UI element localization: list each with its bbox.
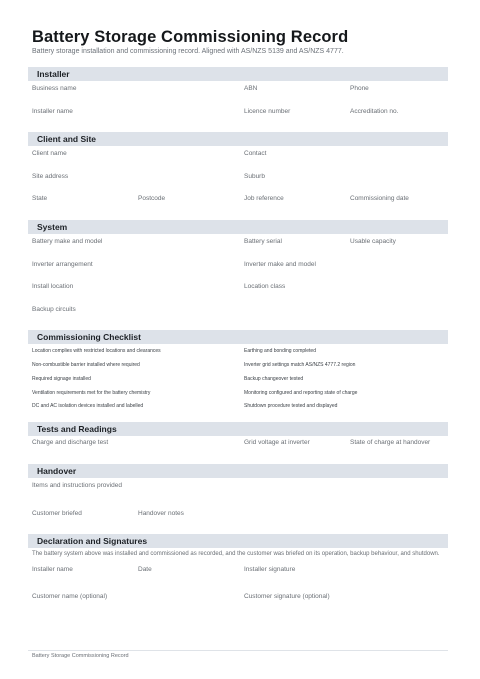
- document-subtitle: Battery storage installation and commissioning record. Aligned with AS/NZS 5139 and AS/NZS 4777.: [32, 48, 344, 55]
- field-battery-make-model[interactable]: Battery make and model: [32, 238, 103, 245]
- field-inverter-make-model[interactable]: Inverter make and model: [244, 261, 316, 268]
- field-inverter-arrangement[interactable]: Inverter arrangement: [32, 261, 93, 268]
- field-contact[interactable]: Contact: [244, 150, 267, 157]
- field-client-name[interactable]: Client name: [32, 150, 67, 157]
- field-installer-signature[interactable]: Installer signature: [244, 566, 296, 573]
- field-customer-name[interactable]: Customer name (optional): [32, 593, 108, 600]
- declaration-statement: The battery system above was installed and commissioned as recorded, and the customer was briefed on its operation, backup behaviour, and shutdown.: [32, 551, 440, 557]
- field-customer-briefed[interactable]: Customer briefed: [32, 510, 82, 517]
- checklist-item[interactable]: Location complies with restricted locations and clearances: [32, 348, 161, 354]
- checklist-item[interactable]: DC and AC isolation devices installed and labelled: [32, 403, 144, 409]
- section-checklist-heading: Commissioning Checklist: [28, 330, 448, 344]
- field-handover-notes[interactable]: Handover notes: [138, 510, 184, 517]
- field-location-class[interactable]: Location class: [244, 283, 286, 290]
- field-licence-number[interactable]: Licence number: [244, 108, 291, 115]
- field-commissioning-date[interactable]: Commissioning date: [350, 195, 409, 202]
- checklist-item[interactable]: Non-combustible barrier installed where required: [32, 362, 140, 368]
- section-declaration-heading: Declaration and Signatures: [28, 534, 448, 548]
- field-accreditation-no[interactable]: Accreditation no.: [350, 108, 399, 115]
- field-installer-name[interactable]: Installer name: [32, 108, 73, 115]
- checklist-item[interactable]: Ventilation requirements met for the battery chemistry: [32, 390, 151, 396]
- field-install-location[interactable]: Install location: [32, 283, 74, 290]
- checklist-item[interactable]: Required signage installed: [32, 376, 91, 382]
- section-client-site-heading: Client and Site: [28, 132, 448, 146]
- field-items-instructions[interactable]: Items and instructions provided: [32, 482, 122, 489]
- section-system-heading: System: [28, 220, 448, 234]
- checklist-item[interactable]: Shutdown procedure tested and displayed: [244, 403, 338, 409]
- field-installer-name-signoff[interactable]: Installer name: [32, 566, 73, 573]
- checklist-item[interactable]: Inverter grid settings match AS/NZS 4777.2 region: [244, 362, 356, 368]
- field-state[interactable]: State: [32, 195, 48, 202]
- checklist-item[interactable]: Monitoring configured and reporting state of charge: [244, 390, 358, 396]
- field-usable-capacity[interactable]: Usable capacity: [350, 238, 396, 245]
- page-footer: Battery Storage Commissioning Record: [32, 653, 129, 659]
- field-business-name[interactable]: Business name: [32, 85, 77, 92]
- field-job-reference[interactable]: Job reference: [244, 195, 284, 202]
- checklist-item[interactable]: Backup changeover tested: [244, 376, 304, 382]
- field-grid-voltage[interactable]: Grid voltage at inverter: [244, 439, 310, 446]
- field-abn[interactable]: ABN: [244, 85, 258, 92]
- field-phone[interactable]: Phone: [350, 85, 369, 92]
- section-handover-heading: Handover: [28, 464, 448, 478]
- field-battery-serial[interactable]: Battery serial: [244, 238, 282, 245]
- field-postcode[interactable]: Postcode: [138, 195, 166, 202]
- field-backup-circuits[interactable]: Backup circuits: [32, 306, 76, 313]
- checklist-item[interactable]: Earthing and bonding completed: [244, 348, 316, 354]
- footer-divider: [28, 650, 448, 651]
- field-site-address[interactable]: Site address: [32, 173, 69, 180]
- field-suburb[interactable]: Suburb: [244, 173, 265, 180]
- field-customer-signature[interactable]: Customer signature (optional): [244, 593, 330, 600]
- section-tests-heading: Tests and Readings: [28, 422, 448, 436]
- field-state-of-charge[interactable]: State of charge at handover: [350, 439, 431, 446]
- section-installer-heading: Installer: [28, 67, 448, 81]
- field-date[interactable]: Date: [138, 566, 152, 573]
- field-charge-discharge-test[interactable]: Charge and discharge test: [32, 439, 109, 446]
- document-title: Battery Storage Commissioning Record: [32, 28, 349, 46]
